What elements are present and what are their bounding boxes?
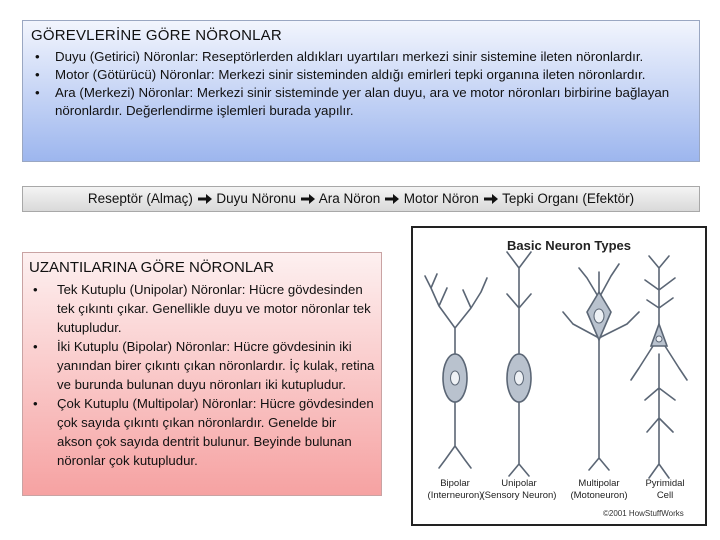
term: İki Kutuplu (Bipolar) Nöronlar: <box>57 339 230 354</box>
bipolar-neuron <box>425 274 487 468</box>
definition: Hücre gövdesinden çok sayıda çıkıntı çıkan nöronlardır. Genelde bir akson çok sayıda dentrit bulunur. Beyinde bulunan nöronlar çok kutupludur. <box>57 396 374 468</box>
functional-neurons-list <box>31 48 691 120</box>
neuron-illustration <box>413 228 705 524</box>
figure-credit: ©2001 HowStuffWorks <box>603 509 684 518</box>
figure-title: Basic Neuron Types <box>507 238 632 253</box>
functional-neurons-title: GÖREVLERİNE GÖRE NÖRONLAR <box>31 27 282 44</box>
term: Duyu (Getirici) Nöronlar: <box>55 49 199 64</box>
flow-step: Ara Nöron <box>318 191 381 206</box>
definition: Reseptörlerden aldıkları uyartıları merkezi sinir sistemine ileten nöronlardır. <box>198 49 644 64</box>
structural-neurons-box <box>22 252 382 496</box>
neuron-label-sub: (Sensory Neuron) <box>481 490 557 501</box>
list-item <box>31 66 691 84</box>
flow-step: Reseptör (Almaç) <box>87 191 193 206</box>
multipolar-neuron <box>563 264 639 470</box>
neuron-label: Bipolar <box>440 478 470 489</box>
unipolar-neuron <box>507 252 531 476</box>
term: Ara (Merkezi) Nöronlar: <box>55 85 194 100</box>
definition: Merkezi sinir sisteminde yer alan duyu, ara ve motor nöronları birbirine bağlayan nöronlardır. Değerlendirme işlemleri burada yapılır. <box>55 85 670 118</box>
arrow-right-icon <box>484 194 498 204</box>
term: Motor (Götürücü) Nöronlar: <box>55 67 215 82</box>
neuron-label-sub: (Motoneuron) <box>570 490 628 501</box>
list-item <box>29 280 375 337</box>
structural-neurons-title: UZANTILARINA GÖRE NÖRONLAR <box>29 259 275 276</box>
list-item <box>29 394 375 470</box>
list-item <box>31 84 691 120</box>
pyramidal-cell <box>631 256 687 478</box>
arrow-right-icon <box>385 194 399 204</box>
reflex-pathway <box>22 186 700 212</box>
neuron-label: Unipolar <box>501 478 537 489</box>
structural-neurons-list <box>29 280 375 470</box>
definition: Hücre gövdesinin iki yanından birer çıkıntı çıkan nöronlardır. İç kulak, retina ve burunda bulunan duyu nöronları iki kutupludur. <box>57 339 375 392</box>
flow-step: Tepki Organı (Efektör) <box>502 191 635 206</box>
neuron-types-figure <box>411 226 707 526</box>
term: Çok Kutuplu (Multipolar) Nöronlar: <box>57 396 257 411</box>
list-item <box>29 337 375 394</box>
flow-step: Motor Nöron <box>403 191 479 206</box>
neuron-label: Pyrimidal <box>645 478 685 489</box>
neuron-label: Multipolar <box>578 478 620 489</box>
functional-neurons-box <box>22 20 700 162</box>
flow-step: Duyu Nöronu <box>216 191 296 206</box>
arrow-right-icon <box>301 194 315 204</box>
arrow-right-icon <box>198 194 212 204</box>
neuron-label-sub: Cell <box>656 490 674 501</box>
list-item <box>31 48 691 66</box>
term: Tek Kutuplu (Unipolar) Nöronlar: <box>57 282 246 297</box>
definition: Hücre gövdesinden tek çıkıntı çıkar. Genellikle duyu ve motor nöronlar tek kutupludur. <box>57 282 371 335</box>
neuron-label-sub: (Interneuron) <box>427 490 483 501</box>
definition: Merkezi sinir sisteminden aldığı emirleri tepki organına ileten nöronlardır. <box>214 67 646 82</box>
